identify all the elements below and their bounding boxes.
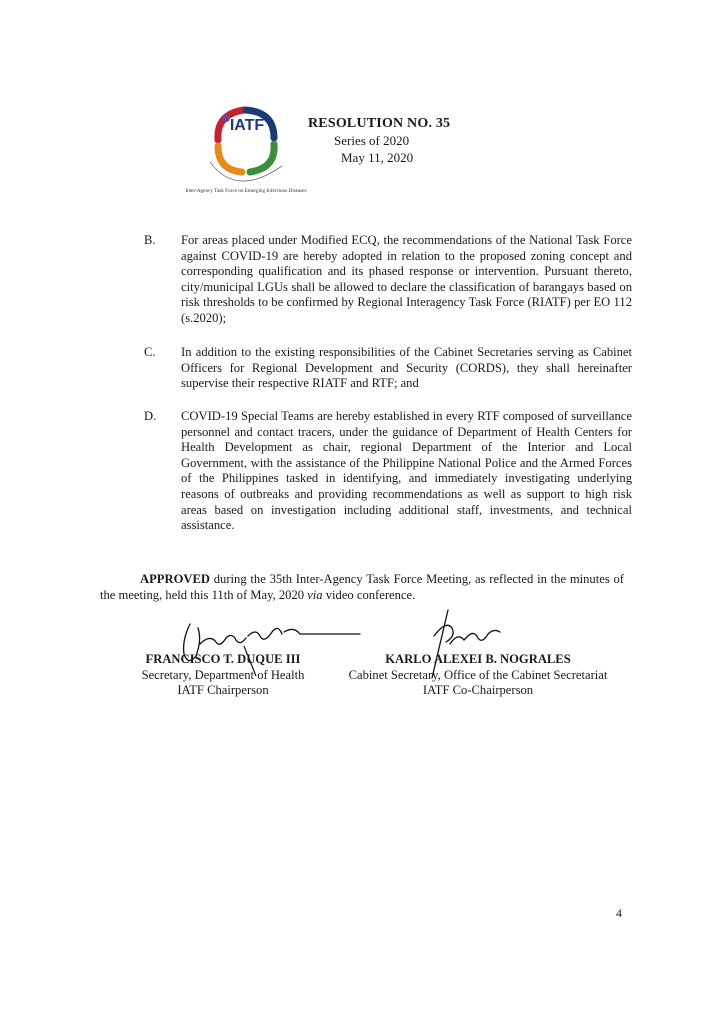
item-b	[144, 233, 632, 327]
approved-text-1: during the 35th Inter-Agency Task Force Meeting, as reflected in the minutes of the meeting, held this 11th of May, 2020	[100, 572, 624, 602]
item-letter: C.	[144, 345, 156, 359]
iatf-logo	[185, 100, 307, 200]
signatory-left	[118, 652, 328, 699]
signatory-right	[338, 652, 618, 699]
resolution-series: Series of 2020	[334, 133, 410, 148]
logo-caption: Inter-Agency Task Force on Emerging Infectious Diseases	[185, 188, 307, 194]
item-letter: D.	[144, 409, 157, 423]
signatory-title: Cabinet Secretary, Office of the Cabinet Secretariat	[348, 667, 608, 682]
approved-lead: APPROVED	[140, 572, 210, 586]
item-text: COVID-19 Special Teams are hereby established in every RTF composed of surveillance personnel and contact tracers, under the guidance of Department of Health Centers for Health Development as chair, regional Department of the Interior and Local Government, with the assistance of the Philippine National Police and the Armed Forces of the Philippines tasked in identifying, and immediately investigating underlying reasons of outbreaks and providing recommendations as well as support to high risk areas based on investigation including additional staff, investments, and technical assistance.	[181, 409, 632, 533]
signatory-name: KARLO ALEXEI B. NOGRALES	[385, 652, 571, 666]
item-letter: B.	[144, 233, 156, 247]
approved-text-2: video conference.	[322, 587, 416, 602]
signatory-name: FRANCISCO T. DUQUE III	[145, 652, 301, 666]
signatory-role: IATF Co-Chairperson	[422, 683, 534, 698]
logo-text: IATF	[229, 117, 265, 134]
item-d	[144, 409, 632, 534]
signatory-role: IATF Chairperson	[177, 683, 269, 698]
approved-paragraph	[100, 572, 624, 603]
page-number: 4	[616, 906, 622, 920]
signatory-title: Secretary, Department of Health	[141, 667, 305, 682]
resolution-title: RESOLUTION NO. 35	[308, 116, 451, 131]
item-text: In addition to the existing responsibilities of the Cabinet Secretaries serving as Cabinet Officers for Regional Development and Security (CORDS), they shall hereinafter supervise their respective RIATF and RTF; and	[181, 345, 632, 391]
item-c	[144, 345, 632, 392]
item-text: For areas placed under Modified ECQ, the recommendations of the National Task Force against COVID-19 are hereby adopted in relation to the proposed zoning concept and corresponding qualification and its phased response or intervention. Pursuant thereto, city/municipal LGUs shall be allowed to declare the classification of barangays based on risk thresholds to be confirmed by Regional Interagency Task Force (RIATF) per EO 112 (s.2020);	[181, 233, 632, 325]
approved-via: via	[307, 587, 323, 602]
resolution-date: May 11, 2020	[341, 150, 414, 165]
